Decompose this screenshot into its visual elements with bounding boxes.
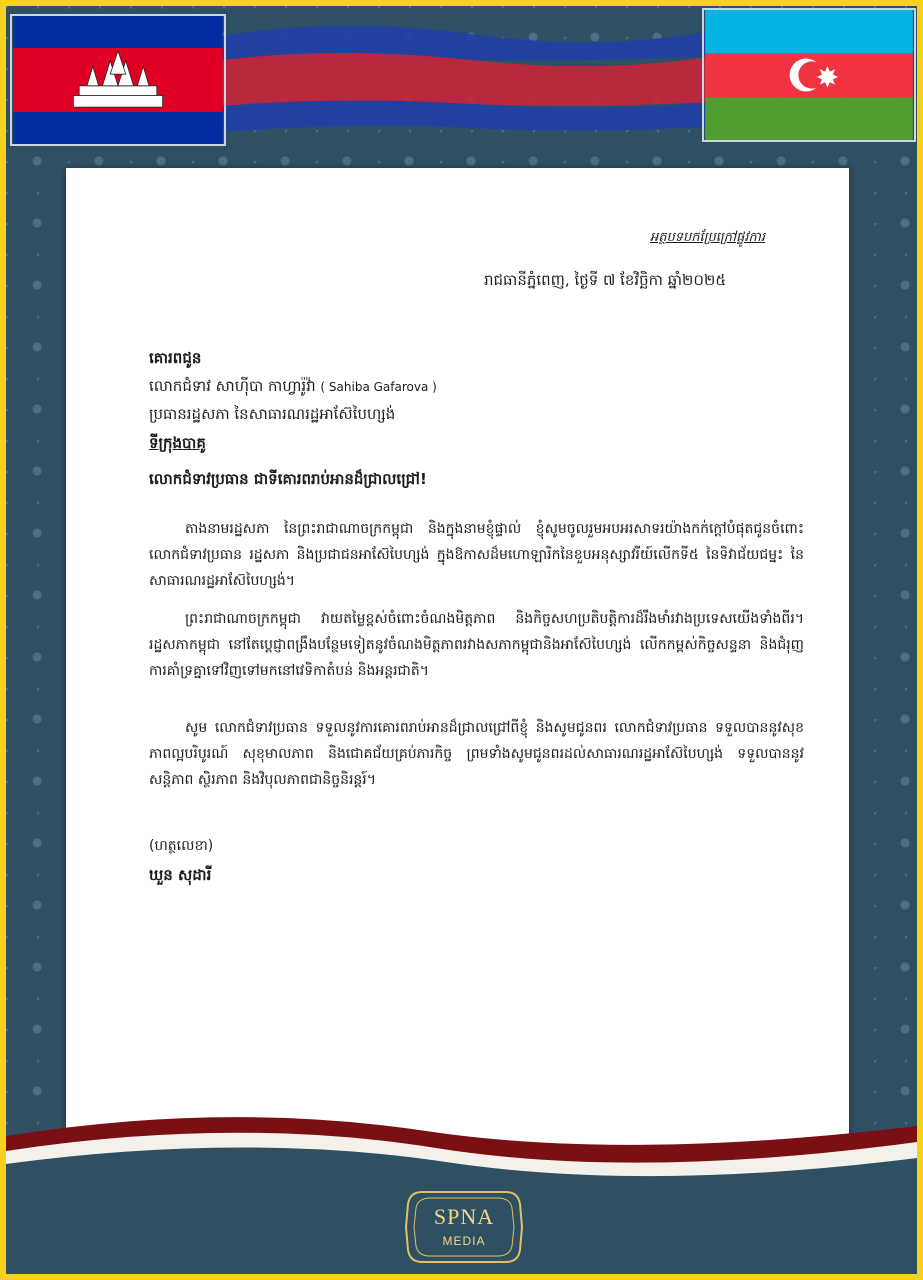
letter-frame [6,6,917,1274]
recipient-city: ទីក្រុងបាគូ [149,434,206,452]
recipient-name-khmer: លោកជំទាវ សាហ៊ីបា កាហ្វារ៉ូវ៉ា [149,377,316,395]
letter-paragraph-2: ព្រះរាជាណាចក្រកម្ពុជា វាយតម្លៃខ្ពស់ចំពោះចំណងមិត្តភាព និងកិច្ចសហប្រតិបត្តិការដ៏រឹងមាំរវាងប្រទេសយើងទាំងពីរ។ រដ្ឋសភាកម្ពុជា នៅតែប្ដេជ្ញាពង្រឹងបន្ថែមទៀតនូវចំណងមិត្តភាពរវាងសភាកម្ពុជានិងអាស៊ែបៃហ្សង់ លើកកម្ពស់កិច្ចសន្ទនា និងជំរុញការគាំទ្រគ្នាទៅវិញទៅមកនៅវេទិកាតំបន់ និងអន្តរជាតិ។ [149,611,804,679]
letter-paper [66,168,849,1168]
salutation: លោកជំទាវប្រធាន ជាទីគោរពរាប់អានដ៏ជ្រាលជ្រៅ! [149,470,427,488]
azerbaijan-flag-icon [702,8,916,142]
recipient-heading: គោរពជូន [149,349,202,367]
recipient-role: ប្រធានរដ្ឋសភា នៃសាធារណរដ្ឋអាស៊ែបៃហ្សង់ [149,405,396,423]
letter-paragraph-1: តាងនាមរដ្ឋសភា នៃព្រះរាជាណាចក្រកម្ពុជា និងក្នុងនាមខ្ញុំផ្ទាល់ ខ្ញុំសូមចូលរួមអបអរសាទរយ៉ាងកក់ក្ដៅបំផុតជូនចំពោះ លោកជំទាវប្រធាន រដ្ឋសភា និងប្រជាជនអាស៊ែបៃហ្សង់ ក្នុងឱកាសដ៏មហោឡារិកនៃខួបអនុស្សាវរីយ៍លើកទី៥ នៃទិវាជ័យជម្នះ នៃសាធារណរដ្ឋអាស៊ែបៃហ្សង់។ [149,521,804,589]
waving-flag-band [221,16,716,134]
signature-note: (ហត្ថលេខា) [149,838,214,854]
cambodia-flag-icon [10,14,226,146]
logo-spna-text: SPNA [433,1204,495,1229]
letter-paragraph-3: សូម លោកជំទាវប្រធាន ទទួលនូវការគោរពរាប់អានដ៏ជ្រាលជ្រៅពីខ្ញុំ និងសូមជូនពរ លោកជំទាវប្រធាន ទទួលបាននូវសុខភាពល្អបរិបូរណ៍ សុខុមាលភាព និងជោគជ័យគ្រប់ភារកិច្ច ព្រមទាំងសូមជូនពរដល់សាធារណរដ្ឋអាស៊ែបៃហ្សង់ ទទួលបាននូវសន្តិភាព ស្ថិរភាព និងវិបុលភាពជានិច្ចនិរន្តរ៍។ [149,720,804,788]
recipient-name-english: ( Sahiba Gafarova ) [320,380,437,394]
logo-media-text: MEDIA [442,1234,486,1248]
signatory-name: ឃួន សុដារី [149,866,212,884]
dateline: រាជធានីភ្នំពេញ, ថ្ងៃទី ៧ ខែវិច្ឆិកា ឆ្នាំ២០២៥ [484,271,726,289]
spna-media-logo [402,1186,526,1268]
unofficial-translation-note: អត្ថបទបកប្រែក្រៅផ្លូវការ [650,230,766,245]
recipient-name [149,377,437,399]
